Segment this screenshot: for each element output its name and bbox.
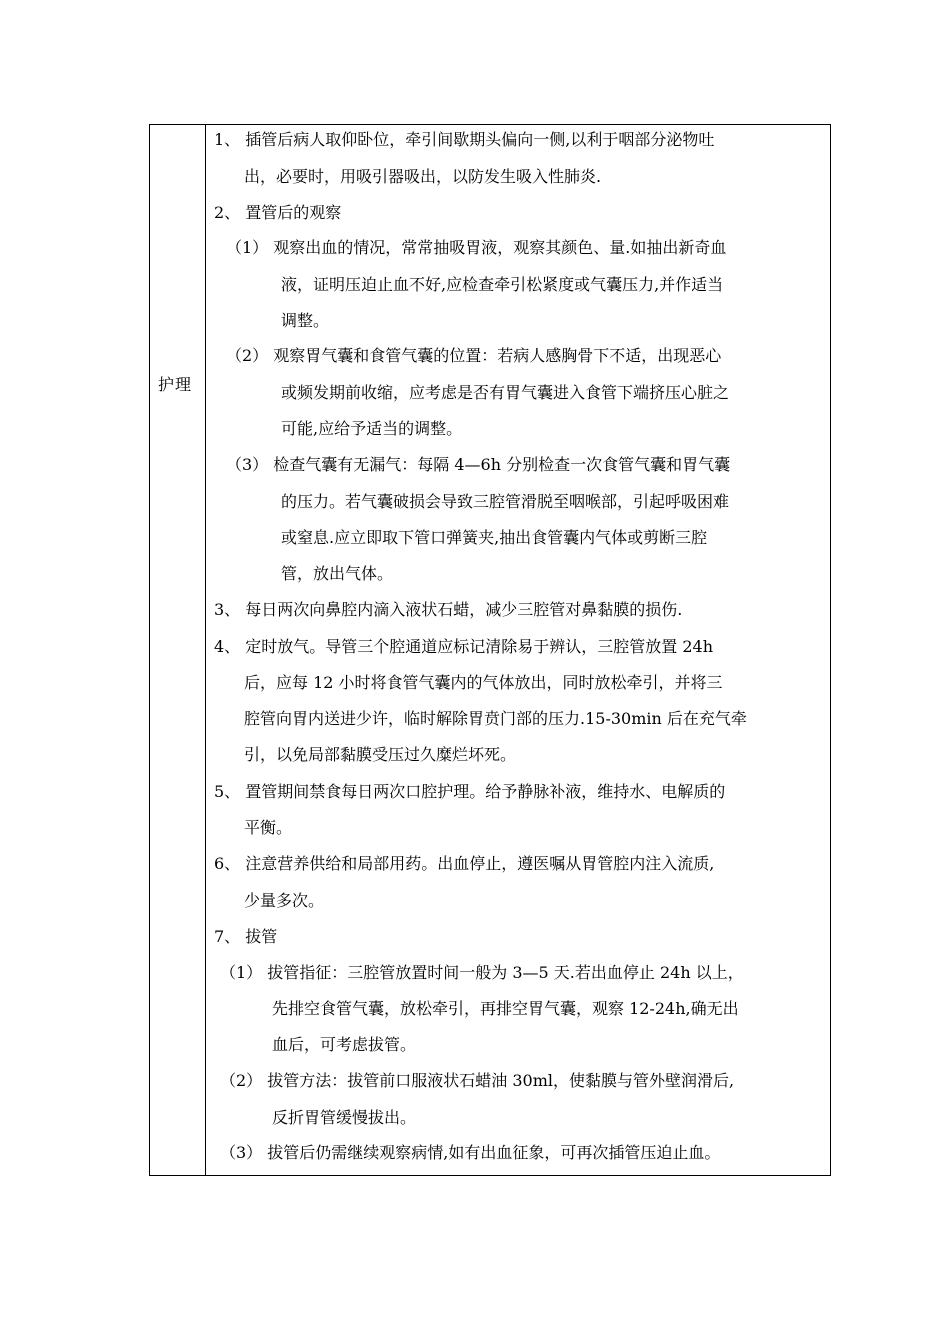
text-line: （3） 检查气囊有无漏气：每隔 4—6h 分别检查一次食管气囊和胃气囊 bbox=[226, 455, 731, 474]
content-cell bbox=[206, 125, 830, 1175]
text-line: 7、 拔管 bbox=[214, 927, 278, 946]
text-line: 血后，可考虑拔管。 bbox=[272, 1035, 417, 1054]
text-line: 或窒息.应立即取下管口弹簧夹,抽出食管囊内气体或剪断三腔 bbox=[281, 528, 708, 547]
text-line: 少量多次。 bbox=[244, 891, 325, 910]
text-line: （1） 拔管指征：三腔管放置时间一般为 3—5 天.若出血停止 24h 以上， bbox=[220, 963, 744, 982]
text-line: 液，证明压迫止血不好,应检查牵引松紧度或气囊压力,并作适当 bbox=[281, 275, 724, 294]
text-line: 或频发期前收缩，应考虑是否有胃气囊进入食管下端挤压心脏之 bbox=[281, 383, 730, 402]
text-line: 引，以免局部黏膜受压过久糜烂坏死。 bbox=[244, 745, 517, 764]
text-line: 出，必要时，用吸引器吸出，以防发生吸入性肺炎. bbox=[244, 167, 602, 186]
text-line: （2） 观察胃气囊和食管气囊的位置：若病人感胸骨下不适，出现恶心 bbox=[226, 346, 722, 365]
text-line: 先排空食管气囊，放松牵引，再排空胃气囊，观察 12-24h,确无出 bbox=[272, 999, 739, 1018]
row-label: 护理 bbox=[158, 375, 193, 394]
text-line: 6、 注意营养供给和局部用药。出血停止，遵医嘱从胃管腔内注入流质, bbox=[214, 854, 715, 873]
text-line: 平衡。 bbox=[244, 818, 293, 837]
text-line: 可能,应给予适当的调整。 bbox=[281, 419, 463, 438]
text-line: 5、 置管期间禁食每日两次口腔护理。给予静脉补液，维持水、电解质的 bbox=[214, 782, 726, 801]
text-line: 3、 每日两次向鼻腔内滴入液状石蜡，减少三腔管对鼻黏膜的损伤. bbox=[214, 600, 683, 619]
text-line: 反折胃管缓慢拔出。 bbox=[272, 1108, 417, 1127]
text-line: 4、 定时放气。导管三个腔通道应标记清除易于辨认，三腔管放置 24h bbox=[214, 637, 714, 656]
text-line: （2） 拔管方法：拔管前口服液状石蜡油 30ml，使黏膜与管外壁润滑后, bbox=[220, 1071, 735, 1090]
text-line: 调整。 bbox=[281, 311, 330, 330]
nursing-table bbox=[149, 124, 831, 1176]
text-line: 腔管向胃内送进少许，临时解除胃贲门部的压力.15-30min 后在充气牵 bbox=[244, 709, 747, 728]
text-line: （1） 观察出血的情况，常常抽吸胃液，观察其颜色、量.如抽出新奇血 bbox=[226, 238, 727, 257]
text-line: 后，应每 12 小时将食管气囊内的气体放出，同时放松牵引，并将三 bbox=[244, 673, 723, 692]
text-line: 2、 置管后的观察 bbox=[214, 203, 342, 222]
text-line: 管，放出气体。 bbox=[281, 564, 394, 583]
label-column bbox=[150, 125, 206, 1175]
text-line: （3） 拔管后仍需继续观察病情,如有出血征象，可再次插管压迫止血。 bbox=[220, 1143, 721, 1162]
text-line: 1、 插管后病人取仰卧位，牵引间歇期头偏向一侧,以利于咽部分泌物吐 bbox=[214, 130, 715, 149]
text-line: 的压力。若气囊破损会导致三腔管滑脱至咽喉部，引起呼吸困难 bbox=[281, 492, 730, 511]
